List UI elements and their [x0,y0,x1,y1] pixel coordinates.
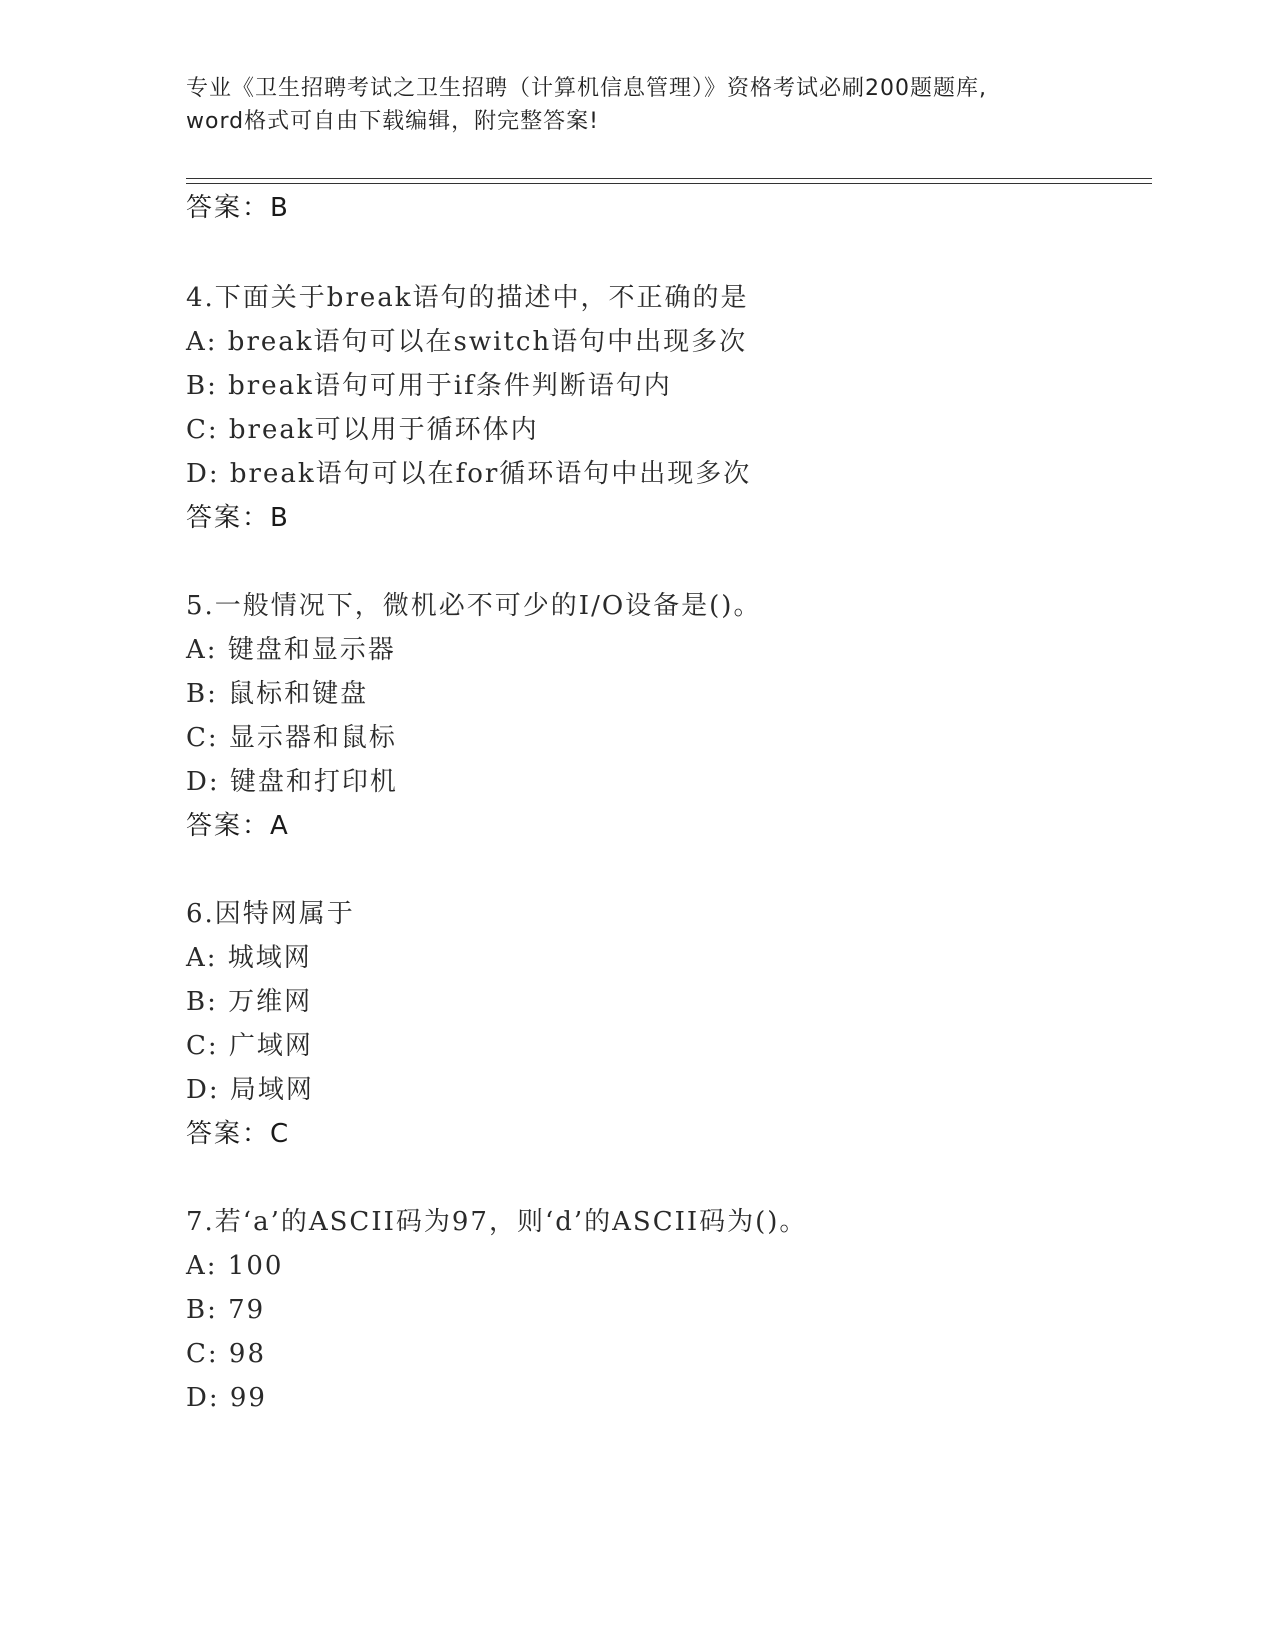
header-divider-top [186,178,1152,179]
question-6-option-c: C: 广域网 [186,1031,313,1061]
question-4-option-d: D: break语句可以在for循环语句中出现多次 [186,459,752,489]
header-line-1: 专业《卫生招聘考试之卫生招聘（计算机信息管理）》资格考试必刷200题题库, [186,76,987,101]
question-6-answer: 答案：C [186,1119,291,1149]
header-divider-bottom [186,183,1152,184]
question-7: 7.若‘a’的ASCII码为97，则‘d’的ASCII码为()。 [186,1207,808,1237]
question-5-option-a: A: 键盘和显示器 [186,635,396,665]
previous-answer: 答案：B [186,193,290,223]
question-5-answer: 答案：A [186,811,290,841]
question-5-option-b: B: 鼠标和键盘 [186,679,369,709]
question-4: 4.下面关于break语句的描述中，不正确的是 [186,283,749,313]
question-6-option-d: D: 局域网 [186,1075,314,1105]
question-4-option-c: C: break可以用于循环体内 [186,415,539,445]
question-5-option-d: D: 键盘和打印机 [186,767,398,797]
question-4-answer: 答案：B [186,503,290,533]
document-header [186,72,1086,138]
question-7-option-c: C: 98 [186,1339,267,1369]
question-6-option-a: A: 城域网 [186,943,312,973]
question-7-option-b: B: 79 [186,1295,266,1325]
question-7-option-d: D: 99 [186,1383,267,1413]
question-5-option-c: C: 显示器和鼠标 [186,723,397,753]
question-6: 6.因特网属于 [186,899,355,929]
question-4-option-a: A: break语句可以在switch语句中出现多次 [186,327,748,357]
question-7-option-a: A: 100 [186,1251,284,1281]
question-6-option-b: B: 万维网 [186,987,313,1017]
header-line-2: word格式可自由下载编辑，附完整答案! [186,109,599,134]
question-5: 5.一般情况下，微机必不可少的I/O设备是()。 [186,591,762,621]
question-4-option-b: B: break语句可用于if条件判断语句内 [186,371,672,401]
